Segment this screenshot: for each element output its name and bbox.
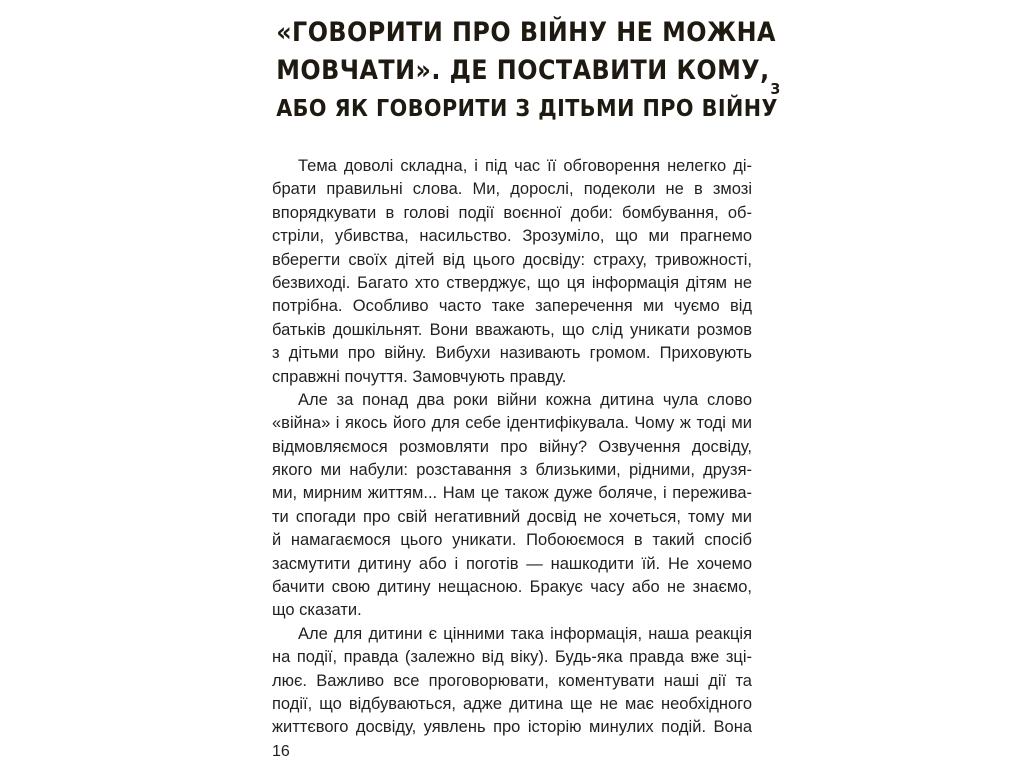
chapter-title-line-2-text: МОВЧАТИ». ДЕ ПОСТАВИТИ КОМУ,: [276, 55, 770, 86]
body-line: що сказати.: [272, 601, 362, 620]
body-line: з дітьми про війну. Вибухи називають громом. Приховують: [272, 344, 752, 363]
chapter-title: [276, 14, 781, 128]
body-line: бачити свою дитину нещасною. Бракує часу або не знаємо,: [272, 578, 752, 597]
body-line: події, що відбуваються, адже дитина ще не має необхідного: [272, 694, 752, 713]
body-line: батьків дошкільнят. Вони вважають, що слід уникати розмов: [272, 320, 752, 339]
body-line: вберегти своїх дітей від цього досвіду: страху, тривожності,: [272, 250, 752, 269]
body-line: справжні почуття. Замовчують правду.: [272, 367, 567, 386]
body-line: впорядкувати в голові події воєнної доби: бомбування, об-: [272, 203, 752, 222]
body-line: засмутити дитину або і поготів — нашкодити їй. Не хочемо: [272, 554, 752, 573]
body-line: відмовляємося розмовляти про війну? Озвучення досвіду,: [272, 437, 752, 456]
body-line: якого ми набули: розставання з близькими, рідними, друзя-: [272, 461, 752, 480]
chapter-title-line-1: «ГОВОРИТИ ПРО ВІЙНУ НЕ МОЖНА: [276, 17, 776, 48]
chapter-title-line-2: [276, 52, 781, 98]
body-text: [272, 155, 752, 740]
body-line: Але для дитини є цінними така інформація, наша реакція: [298, 624, 752, 643]
body-line: Але за понад два роки війни кожна дитина чула слово: [298, 390, 752, 409]
body-line: лює. Важливо все проговорювати, коментувати наші дії та: [272, 671, 752, 690]
page-number: 16: [272, 743, 290, 760]
body-line: на події, правда (залежно від віку). Будь-яка правда вже зці-: [272, 648, 752, 667]
body-line: стріли, убивства, насильство. Зрозуміло, що ми прагнемо: [272, 227, 752, 246]
chapter-title-line-3: АБО ЯК ГОВОРИТИ З ДІТЬМИ ПРО ВІЙНУ: [276, 96, 778, 122]
body-line: ти спогади про свій негативний досвід не хочеться, тому ми: [272, 507, 752, 526]
body-line: брати правильні слова. Ми, дорослі, подеколи не в змозі: [272, 180, 752, 199]
chapter-title-correction-mark: З: [770, 80, 781, 98]
body-line: Тема доволі складна, і під час її обговорення нелегко ді-: [298, 157, 752, 175]
body-line: безвиході. Багато хто стверджує, що ця інформація дітям не: [272, 273, 752, 292]
body-line: потрібна. Особливо часто таке заперечення ми чуємо від: [272, 297, 752, 316]
body-line: «війна» і якось його для себе ідентифікувала. Чому ж тоді ми: [272, 414, 752, 433]
body-line: ми, мирним життям... Нам це також дуже боляче, і пережива-: [272, 484, 752, 503]
body-line: життєвого досвіду, уявлень про історію минулих подій. Вона: [272, 718, 752, 737]
body-line: й намагаємося цього уникати. Побоюємося в такий спосіб: [272, 531, 752, 550]
